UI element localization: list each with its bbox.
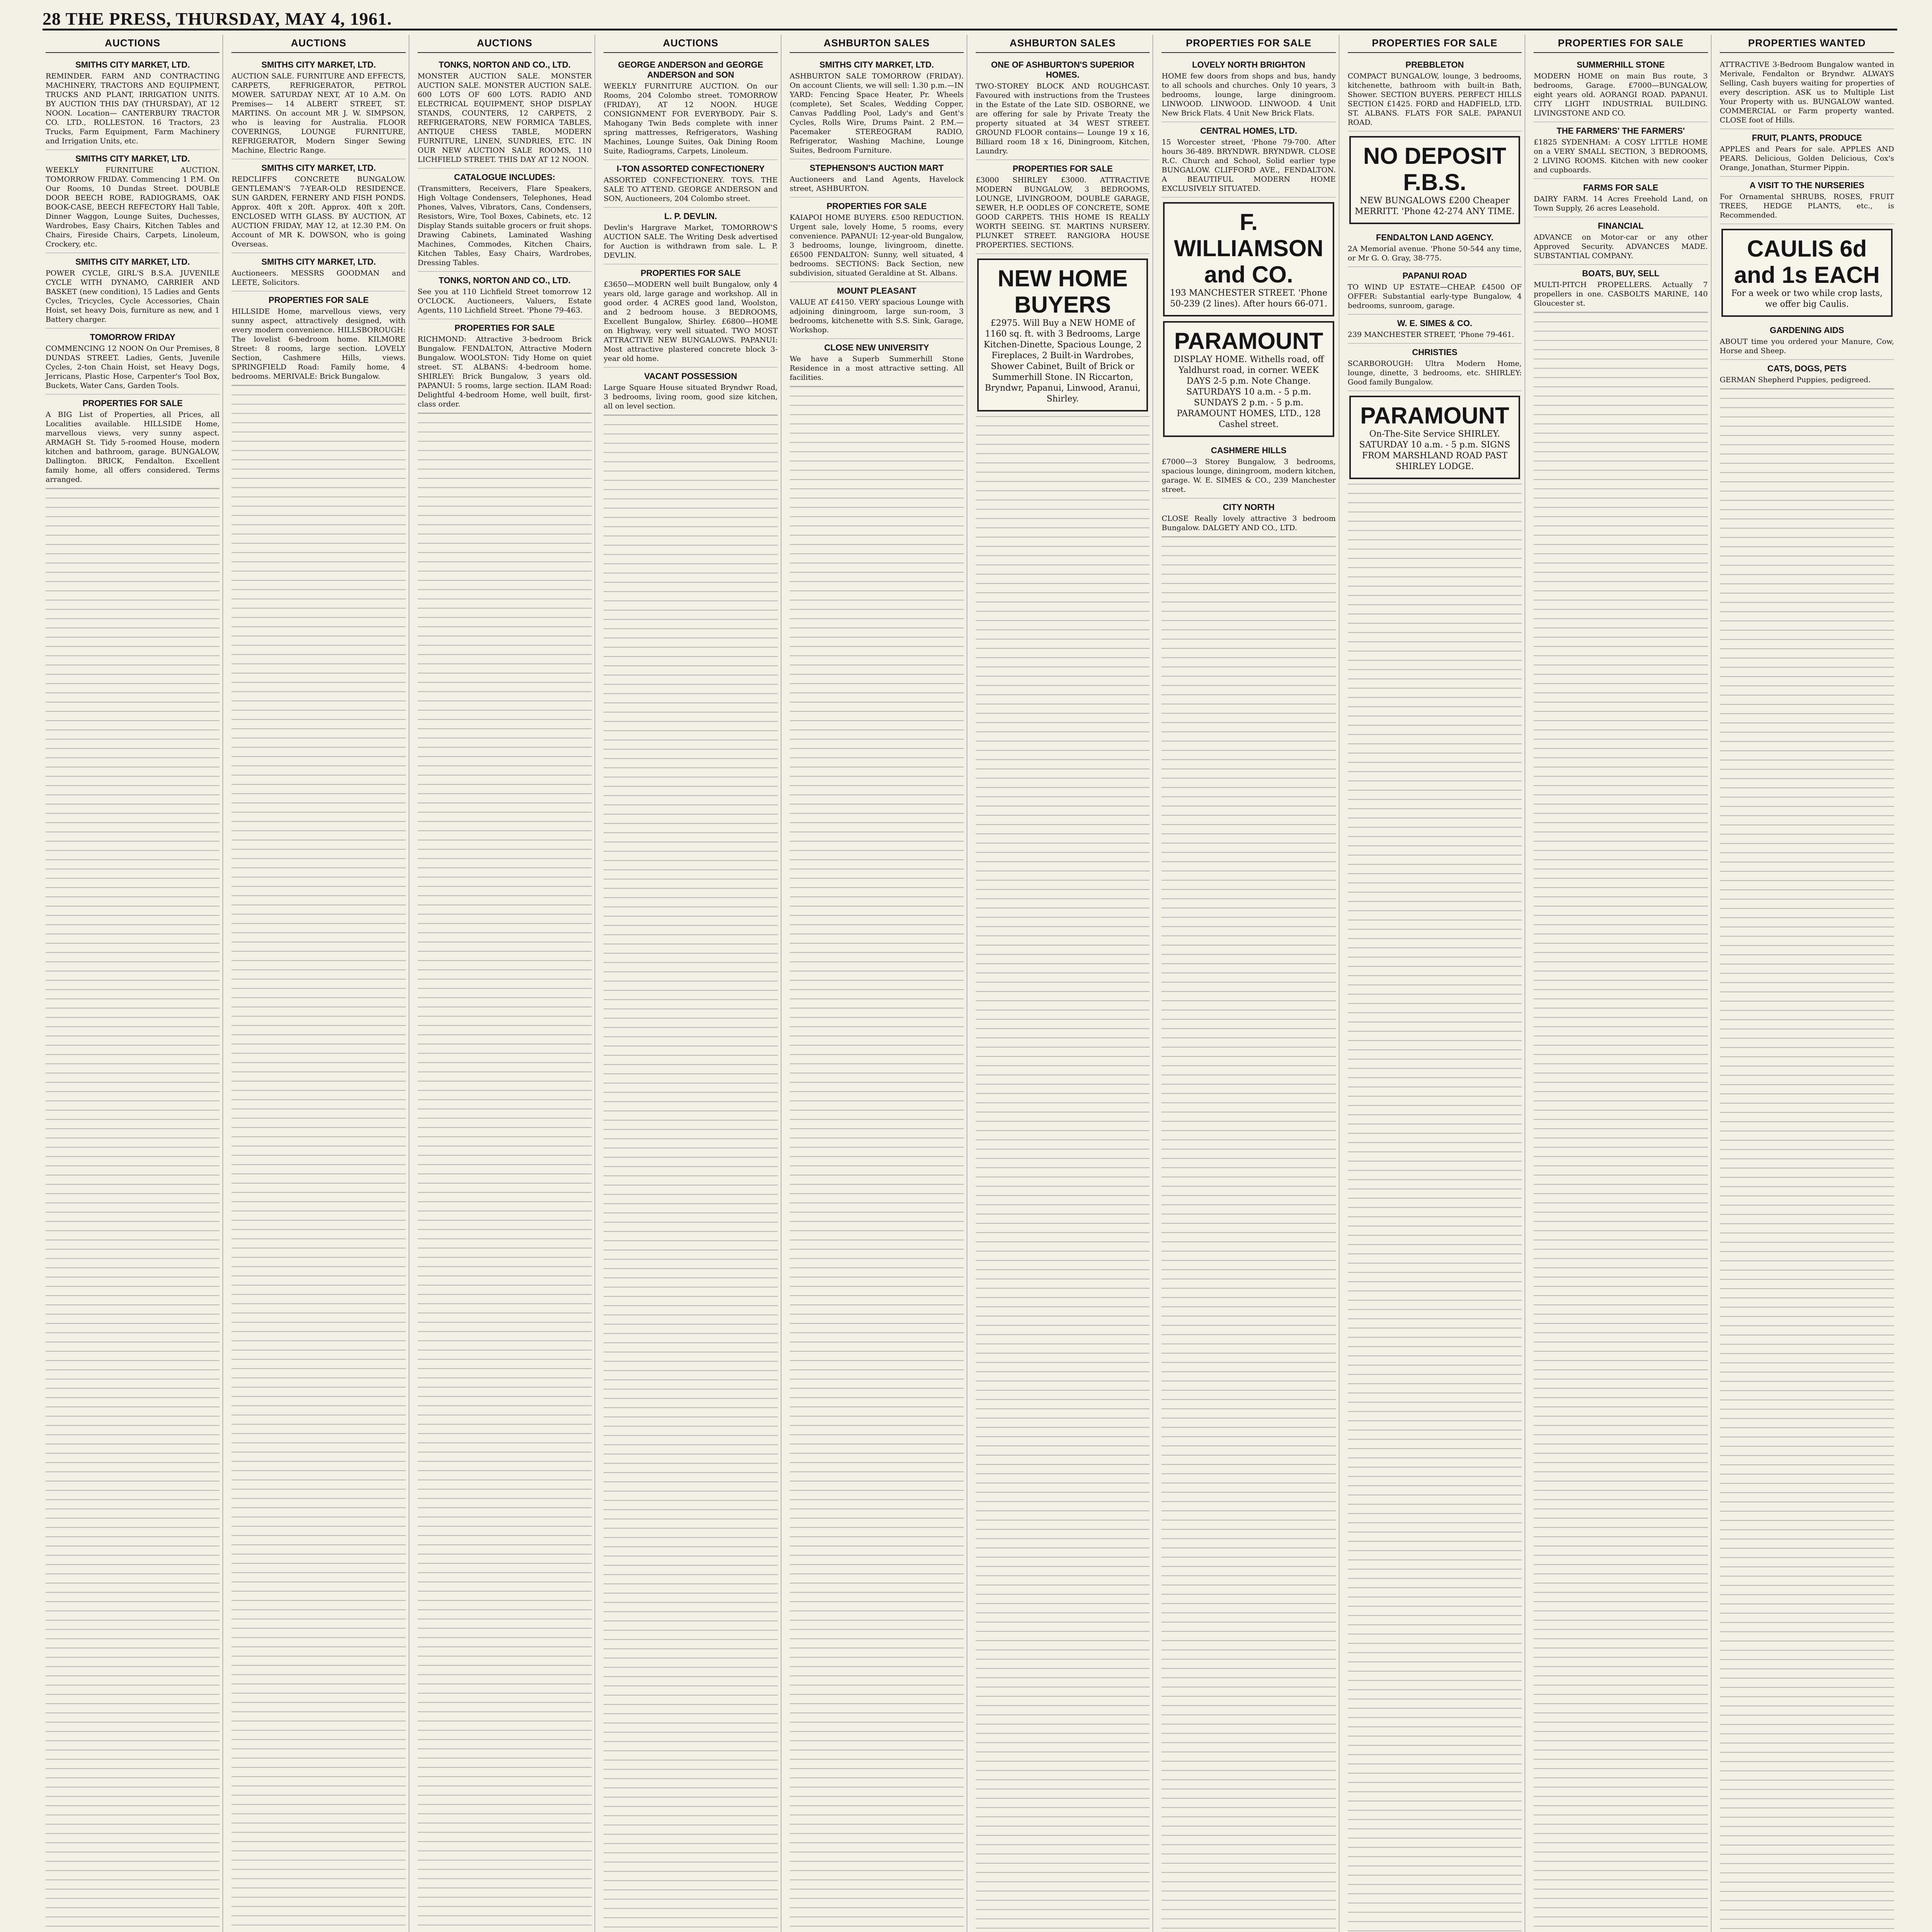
advertisement-body: For a week or two while crop lasts, we offer big Caulis. <box>1731 289 1883 309</box>
advertisement-body: NEW BUNGALOWS £200 Cheaper MERRITT. 'Phone 42-274 ANY TIME. <box>1355 196 1515 216</box>
advertisement-title: W. E. SIMES & CO. <box>1397 318 1473 328</box>
column-heading: ASHBURTON SALES <box>976 35 1150 53</box>
classified-advertisement <box>1720 360 1894 389</box>
classified-advertisement <box>231 291 405 385</box>
advertisement-title: PARAMOUNT <box>1360 403 1509 429</box>
advertisement-title: PROPERTIES FOR SALE <box>82 398 183 408</box>
advertisement-body: HILLSIDE Home, marvellous views, very sunny aspect, attractively designed, with every modern convenience. HILLSBOROUGH: The lovelist 6-bedroom home. KILMORE Street: 8 rooms, large section. LOVELY Section, Cashmere Hills, views. SPRINGFIELD Road: Family home, 4 bedrooms. MERIVALE: Brick Bungalow. <box>231 307 406 381</box>
advertisement-body: ASHBURTON SALE TOMORROW (FRIDAY). On account Clients, we will sell: 1.30 p.m.—IN YARD: Fencing Space Heater, Pr. Wheels (complete), Set Scales, Wedding Copper, Canvas Paddling Pool, Lady's and Gent's Cycles, Rolls Wire, Drums Paint. 2 P.M.—Pacemaker STEREOGRAM RADIO, Refrigerator, Washing Machine, Lounge Suites, Bedroom Furniture. <box>789 72 964 155</box>
column-2 <box>228 35 409 1932</box>
classified-advertisement <box>604 207 777 264</box>
advertisement-body: HOME few doors from shops and bus, handy to all schools and churches. Only 10 years, 3 bedrooms, lounge, large diningroom. LINWOOD. LINWOOD. LINWOOD. 4 Unit New Brick Flats. 4 Unit New Brick Flats. <box>1162 72 1336 117</box>
display-advertisement <box>1163 202 1334 316</box>
advertisement-body: COMMENCING 12 NOON On Our Premises, 8 DUNDAS STREET. Ladies, Gents, Juvenile Cycles, 2-ton Chain Hoist, set Heavy Dogs, Jerricans, Plastic Hose, Carpenter's Tool Box, Buckets, Water Cans, Garden Tools. <box>46 344 220 390</box>
advertisement-body: GERMAN Shepherd Puppies, pedigreed. <box>1719 376 1871 384</box>
advertisement-body: Large Square House situated Bryndwr Road, 3 bedrooms, living room, good size kitchen, all on level section. <box>604 383 778 410</box>
advertisement-body: 2A Memorial avenue. 'Phone 50-544 any time, or Mr G. O. Gray, 38-775. <box>1347 245 1522 262</box>
classified-advertisement <box>790 339 964 386</box>
newspaper-columns <box>43 35 1897 1932</box>
display-advertisement <box>977 259 1148 412</box>
classified-advertisement <box>1162 442 1335 498</box>
column-7 <box>1158 35 1339 1932</box>
advertisement-body: ADVANCE on Motor-car or any other Approved Security. ADVANCES MADE. SUBSTANTIAL COMPANY. <box>1534 233 1708 260</box>
column-heading: ASHBURTON SALES <box>790 35 964 53</box>
display-advertisement <box>1721 229 1893 317</box>
dense-classified-text <box>1348 484 1522 1932</box>
column-heading: PROPERTIES FOR SALE <box>1162 35 1335 53</box>
advertisement-title: CASHMERE HILLS <box>1211 446 1287 455</box>
advertisement-title: ONE OF ASHBURTON'S SUPERIOR HOMES. <box>991 60 1134 80</box>
classified-advertisement <box>1348 56 1522 131</box>
advertisement-body: MONSTER AUCTION SALE. MONSTER AUCTION SALE. MONSTER AUCTION SALE. 600 LOTS OF 600 LOTS. RADIO AND ELECTRICAL EQUIPMENT, SHOP DISPLAY STANDS, COUNTERS, 12 CARPETS, 2 REFRIGERATORS, NEW FORMICA TABLES, ANTIQUE CHESS TABLE, MODERN FURNITURE, LINEN, SUNDRIES, ETC. IN OUR NEW AUCTION SALE ROOMS, 110 LICHFIELD STREET. THIS DAY AT 12 NOON. <box>417 72 592 164</box>
display-advertisement <box>1349 136 1520 224</box>
advertisement-title: FRUIT, PLANTS, PRODUCE <box>1752 133 1862 143</box>
advertisement-title: FINANCIAL <box>1598 221 1644 231</box>
advertisement-title: F. WILLIAMSON and CO. <box>1174 209 1323 287</box>
column-8 <box>1345 35 1525 1932</box>
advertisement-body: (Transmitters, Receivers, Flare Speakers, High Voltage Condensers, Telephones, Head Phones, Valves, Vibrators, Cans, Condensers, Resistors, Wire, Tool Boxes, Cabinets, etc. 12 Display Stands suitable grocers or fruit shops. Drawing Cabinets, Laminated Washing Machines, Commodes, Kitchen Chairs, Kitchen Tables, Easy Chairs, Wardrobes, Dressing Tables. <box>417 184 592 267</box>
advertisement-title: FENDALTON LAND AGENCY. <box>1376 233 1493 242</box>
column-heading: AUCTIONS <box>604 35 777 53</box>
classified-advertisement <box>1720 321 1894 360</box>
column-heading: AUCTIONS <box>46 35 219 53</box>
column-heading: AUCTIONS <box>418 35 592 53</box>
advertisement-title: SMITHS CITY MARKET, LTD. <box>261 257 376 267</box>
column-heading: PROPERTIES FOR SALE <box>1348 35 1522 53</box>
dense-classified-text <box>1534 312 1708 1932</box>
dense-classified-text <box>1720 389 1894 1932</box>
dense-classified-text <box>976 416 1150 1932</box>
classified-advertisement <box>1348 229 1522 267</box>
column-10 <box>1717 35 1897 1932</box>
advertisement-body: REMINDER. FARM AND CONTRACTING MACHINERY, TRACTORS AND EQUIPMENT, TRUCKS AND PLANT, IRRIGATION UNITS. BY AUCTION THIS DAY (THURSDAY), AT 12 NOON. Location— CANTERBURY TRACTOR CO. LTD., ROLLESTON. 16 Tractors, 23 Trucks, Farm Equipment, Farm Machinery and Irrigation Units, etc. <box>46 72 220 145</box>
classified-advertisement <box>418 168 592 272</box>
advertisement-body: SCARBOROUGH: Ultra Modern Home, lounge, dinette, 3 bedrooms, etc. SHIRLEY: Good family Bungalow. <box>1347 359 1522 386</box>
masthead <box>43 7 1897 31</box>
column-6 <box>973 35 1153 1932</box>
page-folio: 28 THE PRESS, THURSDAY, MAY 4, 1961. <box>43 9 392 29</box>
advertisement-title: CAULIS 6d and 1s EACH <box>1734 236 1880 288</box>
classified-advertisement <box>1162 56 1335 122</box>
advertisement-body: On-The-Site Service SHIRLEY. SATURDAY 10 a.m. - 5 p.m. SIGNS FROM MARSHLAND ROAD PAST SHIRLEY LODGE. <box>1359 429 1510 471</box>
advertisement-body: Auctioneers and Land Agents, Havelock street, ASHBURTON. <box>789 175 964 193</box>
advertisement-title: PROPERTIES FOR SALE <box>454 323 555 333</box>
classified-advertisement <box>604 264 777 367</box>
advertisement-title: SMITHS CITY MARKET, LTD. <box>75 60 190 70</box>
column-5 <box>787 35 967 1932</box>
display-advertisement <box>1163 321 1334 437</box>
advertisement-body: £7000—3 Storey Bungalow, 3 bedrooms, spacious lounge, diningroom, modern kitchen, garage. W. E. SIMES & CO., 239 Manchester street. <box>1162 457 1336 494</box>
advertisement-title: SMITHS CITY MARKET, LTD. <box>75 154 190 163</box>
advertisement-body: A BIG List of Properties, all Prices, all Localities available. HILLSIDE Home, marvellous views, very sunny aspect. ARMAGH St. Tidy 5-roomed House, modern kitchen and bathroom, garage. BUNGALOW, Dallington. BRICK, Fendalton. Excellent family home, all offers considered. Terms arranged. <box>46 410 220 484</box>
column-heading: PROPERTIES WANTED <box>1720 35 1894 53</box>
advertisement-title: SUMMERHILL STONE <box>1577 60 1665 70</box>
classified-advertisement <box>1720 177 1894 224</box>
advertisement-body: 15 Worcester street, 'Phone 79-700. After hours 36-489. BRYNDWR. BRYNDWR. CLOSE R.C. Church and School, Solid earlier type BUNGALOW. CLIFFORD AVE., FENDALTON. A BEAUTIFUL MODERN HOME EXCLUSIVELY SITUATED. <box>1162 138 1336 193</box>
advertisement-title: SMITHS CITY MARKET, LTD. <box>261 163 376 173</box>
dense-classified-text <box>790 386 964 1932</box>
classified-advertisement <box>1348 315 1522 344</box>
advertisement-title: SMITHS CITY MARKET, LTD. <box>75 257 190 267</box>
advertisement-title: LOVELY NORTH BRIGHTON <box>1192 60 1306 70</box>
advertisement-title: CHRISTIES <box>1412 347 1458 357</box>
classified-advertisement <box>1534 56 1708 122</box>
advertisement-title: THE FARMERS' THE FARMERS' <box>1556 126 1685 136</box>
dense-classified-text <box>418 413 592 1932</box>
advertisement-title: PAPANUI ROAD <box>1402 271 1467 281</box>
classified-advertisement <box>46 328 219 395</box>
classified-advertisement <box>1348 267 1522 315</box>
advertisement-body: KAIAPOI HOME BUYERS. £500 REDUCTION. Urgent sale, lovely Home, 5 rooms, every convenience. PAPANUI: 12-year-old Bungalow, 3 bedrooms, lounge, livingroom, dinette. £6500 FENDALTON: Sunny, well situated, 4 bedrooms. SECTIONS: Back Section, new subdivision, situated Geraldine at St. Albans. <box>789 213 964 277</box>
advertisement-title: CATS, DOGS, PETS <box>1767 364 1847 373</box>
column-heading: AUCTIONS <box>231 35 405 53</box>
advertisement-body: ATTRACTIVE 3-Bedroom Bungalow wanted in Merivale, Fendalton or Bryndwr. ALWAYS Selling, Cash buyers waiting for properties of every description. ASK us to Multiple List Your Property with us. BUNGALOW wanted. COMMERCIAL or Farm property wanted. CLOSE foot of Hills. <box>1719 60 1894 124</box>
classified-advertisement <box>231 253 405 291</box>
column-3 <box>415 35 595 1932</box>
advertisement-body: 193 MANCHESTER STREET. 'Phone 50-239 (2 lines). After hours 66-071. <box>1170 288 1328 309</box>
classified-advertisement <box>418 319 592 413</box>
column-9 <box>1531 35 1711 1932</box>
advertisement-body: WEEKLY FURNITURE AUCTION. On our Rooms, 204 Colombo street. TOMORROW (FRIDAY), AT 12 NOON. HUGE CONSIGNMENT FOR EVERYBODY. Pair S. Mahogany Twin Beds complete with inner spring mattresses, Refrigerators, Washing Machines, Lounge Suites, Oak Dining Room Suite, Radiograms, Carpets, Linoleum. <box>604 82 778 155</box>
classified-advertisement <box>604 367 777 415</box>
advertisement-body: £2975. Will Buy a NEW HOME of 1160 sq. ft. with 3 Bedrooms, Large Kitchen-Dinette, Spacious Lounge, 2 Fireplaces, 2 Built-in Wardrobes, Shower Cabinet, Built of Brick or Summerhill Stone. IN Riccarton, Bryndwr, Papanui, Linwood, Aranui, Shirley. <box>983 318 1142 404</box>
advertisement-title: NO DEPOSIT F.B.S. <box>1363 143 1507 195</box>
advertisement-body: Devlin's Hargrave Market, TOMORROW'S AUCTION SALE. The Writing Desk advertised for Auction is withdrawn from sale. L. P. DEVLIN. <box>604 223 778 260</box>
classified-advertisement <box>46 56 219 150</box>
advertisement-body: Auctioneers. MESSRS GOODMAN and LEETE, Solicitors. <box>231 269 406 287</box>
advertisement-body: ABOUT time you ordered your Manure, Cow, Horse and Sheep. <box>1719 337 1894 355</box>
advertisement-body: MULTI-PITCH PROPELLERS. Actually 7 propellers in one. CASBOLTS MARINE, 140 Gloucester st. <box>1534 281 1708 308</box>
column-1 <box>43 35 223 1932</box>
advertisement-body: RICHMOND: Attractive 3-bedroom Brick Bungalow. FENDALTON, Attractive Modern Bungalow. WOOLSTON: Tidy Home on quiet street. ST. ALBANS: 4-bedroom home. SHIRLEY: Brick Bungalow, 3 years old. PAPANUI: 5 rooms, large section. ILAM Road: Delightful 4-bedroom Home, well built, first-class order. <box>417 335 592 408</box>
advertisement-title: STEPHENSON'S AUCTION MART <box>810 163 944 173</box>
dense-classified-text <box>46 488 219 1932</box>
advertisement-body: CLOSE Really lovely attractive 3 bedroom Bungalow. DALGETY AND CO., LTD. <box>1162 514 1336 532</box>
advertisement-body: WEEKLY FURNITURE AUCTION. TOMORROW FRIDAY. Commencing 1 P.M. On Our Rooms, 10 Dundas Street. DOUBLE DOOR BEECH ROBE, RADIOGRAMS, OAK BOOK-CASE, BEECH REFECTORY Hall Table, Dinner Waggon, Lounge Suites, Duchesses, Wardrobes, Easy Chairs, Kitchen Tables and Chairs, Fireside Chairs, Carpets, Linoleum, Crockery, etc. <box>46 166 220 248</box>
classified-advertisement <box>604 160 777 207</box>
advertisement-body: REDCLIFFS CONCRETE BUNGALOW. GENTLEMAN'S 7-YEAR-OLD RESIDENCE. SUN GARDEN, FERNERY AND FISH PONDS. Approx. 40ft x 20ft. Approx. 40ft x 20ft. ENCLOSED WITH GLASS. BY AUCTION, AT AUCTION FRIDAY, MAY 12, at 12.30 P.M. On Account of MR K. DOWSON, who is going Overseas. <box>231 175 406 248</box>
classified-advertisement <box>1162 122 1335 197</box>
classified-advertisement <box>46 395 219 488</box>
advertisement-title: CENTRAL HOMES, LTD. <box>1200 126 1298 136</box>
classified-advertisement <box>1534 179 1708 217</box>
advertisement-body: £1825 SYDENHAM: A COSY LITTLE HOME on a VERY SMALL SECTION, 3 BEDROOMS, 2 LIVING ROOMS. Kitchen with new cooker and cupboards. <box>1534 138 1708 174</box>
advertisement-title: PROPERTIES FOR SALE <box>269 295 369 305</box>
classified-advertisement <box>1534 122 1708 179</box>
classified-advertisement <box>46 253 219 328</box>
classified-advertisement <box>976 160 1150 254</box>
advertisement-body: 239 MANCHESTER STREET, 'Phone 79-461. <box>1347 330 1514 339</box>
advertisement-title: PROPERTIES FOR SALE <box>827 201 927 211</box>
dense-classified-text <box>1162 537 1335 1932</box>
advertisement-title: PROPERTIES FOR SALE <box>1012 164 1113 173</box>
advertisement-title: VACANT POSSESSION <box>644 371 737 381</box>
advertisement-body: £3000 SHIRLEY £3000. ATTRACTIVE MODERN BUNGALOW, 3 BEDROOMS, LOUNGE, LIVINGROOM, DOUBLE GARAGE, SEWER, H.P. OODLES OF CONCRETE, SOME GOOD CARPETS. THIS HOME IS REALLY WORTH SEEING. ST. MARTINS NURSERY. PLUNKET STREET. RANGIORA HOUSE PROPERTIES. SECTIONS. <box>975 176 1150 249</box>
classified-advertisement <box>790 197 964 282</box>
advertisement-title: PROPERTIES FOR SALE <box>640 268 741 278</box>
advertisement-body: TO WIND UP ESTATE—CHEAP. £4500 OF OFFER: Substantial early-type Bungalow, 4 bedrooms, sunroom, garage. <box>1347 283 1522 310</box>
advertisement-body: We have a Superb Summerhill Stone Residence in a most attractive setting. All facilities. <box>789 355 964 382</box>
advertisement-body: COMPACT BUNGALOW, lounge, 3 bedrooms, kitchenette, bathroom with built-in Bath, Shower. SECTION BUYERS. PERFECT HILLS SECTION £1425. FORD and HADFIELD, LTD. ST. ALBANS. FLATS FOR SALE. PAPANUI ROAD. <box>1347 72 1522 127</box>
dense-classified-text <box>604 415 777 1932</box>
advertisement-body: DISPLAY HOME. Withells road, off Yaldhurst road, in corner. WEEK DAYS 2-5 p.m. Note Change. SATURDAYS 10 a.m. - 5 p.m. SUNDAYS 2 p.m. - 5 p.m. PARAMOUNT HOMES, LTD., 128 Cashel street. <box>1173 355 1324 429</box>
classified-advertisement <box>231 56 405 159</box>
classified-advertisement <box>790 56 964 159</box>
advertisement-title: I-TON ASSORTED CONFECTIONERY <box>616 164 765 173</box>
advertisement-title: FARMS FOR SALE <box>1583 183 1658 192</box>
display-advertisement <box>1349 396 1520 479</box>
classified-advertisement <box>1534 217 1708 265</box>
classified-advertisement <box>1720 129 1894 177</box>
advertisement-title: MOUNT PLEASANT <box>837 286 917 296</box>
column-4 <box>600 35 781 1932</box>
classified-advertisement <box>46 150 219 253</box>
advertisement-title: GEORGE ANDERSON and GEORGE ANDERSON and SON <box>618 60 764 80</box>
advertisement-body: POWER CYCLE, GIRL'S B.S.A. JUVENILE CYCLE WITH DYNAMO, CARRIER AND BASKET (new condition), 15 Ladies and Gents Cycles, Tricycles, Cycle Accessories, Chain Hoist, set heavy Dois, furniture as new, and 1 Battery charger. <box>46 269 220 324</box>
classified-advertisement <box>1348 344 1522 391</box>
advertisement-title: BOATS, BUY, SELL <box>1582 269 1660 278</box>
advertisement-title: SMITHS CITY MARKET, LTD. <box>819 60 934 70</box>
classified-advertisement <box>418 272 592 319</box>
advertisement-title: TOMORROW FRIDAY <box>90 332 175 342</box>
advertisement-title: NEW HOME BUYERS <box>997 265 1128 318</box>
classified-advertisement <box>418 56 592 168</box>
advertisement-title: CATALOGUE INCLUDES: <box>454 172 555 182</box>
advertisement-title: PREBBLETON <box>1405 60 1464 70</box>
classified-advertisement <box>1162 498 1335 537</box>
advertisement-title: TONKS, NORTON AND CO., LTD. <box>439 60 571 70</box>
advertisement-title: L. P. DEVLIN. <box>664 211 717 221</box>
advertisement-title: SMITHS CITY MARKET, LTD. <box>261 60 376 70</box>
classified-advertisement <box>231 159 405 253</box>
advertisement-title: PARAMOUNT <box>1174 328 1323 354</box>
advertisement-body: APPLES and Pears for sale. APPLES AND PEARS. Delicious, Golden Delicious, Cox's Orange, Jonathan, Sturmer Pippin. <box>1719 145 1894 172</box>
advertisement-title: A VISIT TO THE NURSERIES <box>1749 180 1864 190</box>
advertisement-body: ASSORTED CONFECTIONERY. TOYS. THE SALE TO ATTEND. GEORGE ANDERSON and SON, Auctioneers, 204 Colombo street. <box>604 176 778 203</box>
classified-advertisement <box>976 56 1150 160</box>
classified-advertisement <box>790 282 964 339</box>
dense-classified-text <box>231 385 405 1932</box>
column-heading: PROPERTIES FOR SALE <box>1534 35 1708 53</box>
advertisement-body: AUCTION SALE. FURNITURE AND EFFECTS, CARPETS, REFRIGERATOR, PETROL MOWER. SATURDAY NEXT, AT 10 A.M. On Premises— 14 ALBERT STREET, ST. MARTINS. On account MR J. W. SIMPSON, who is leaving for Australia. FLOOR COVERINGS, LOUNGE FURNITURE, REFRIGERATOR, Modern Singer Sewing Machine, Electric Range. <box>231 72 406 155</box>
classified-advertisement <box>1534 265 1708 312</box>
classified-advertisement <box>1720 56 1894 129</box>
advertisement-body: MODERN HOME on main Bus route, 3 bedrooms, Garage. £7000—BUNGALOW, eight years old. AORANGI ROAD. PAPANUI. CITY LIGHT INDUSTRIAL BUILDING. LIVINGSTONE AND CO. <box>1534 72 1708 117</box>
advertisement-title: TONKS, NORTON AND CO., LTD. <box>439 276 571 285</box>
classified-advertisement <box>604 56 777 160</box>
advertisement-body: VALUE AT £4150. VERY spacious Lounge with adjoining diningroom, large sun-room, 3 bedrooms, kitchenette with S.S. Sink, Garage, Workshop. <box>789 298 964 334</box>
advertisement-title: CLOSE NEW UNIVERSITY <box>824 343 929 352</box>
advertisement-body: For Ornamental SHRUBS, ROSES, FRUIT TREES, HEDGE PLANTS, etc., is Recommended. <box>1719 192 1894 219</box>
advertisement-title: CITY NORTH <box>1223 502 1275 512</box>
advertisement-title: GARDENING AIDS <box>1770 325 1844 335</box>
advertisement-body: TWO-STOREY BLOCK AND ROUGHCAST. Favoured with instructions from the Trustees in the Estate of the Late SID. OSBORNE, we are offering for sale by Private Treaty the property situated at 34 WEST STREET. GROUND FLOOR contains— Lounge 19 x 16, Billiard room 18 x 16, Diningroom, Kitchen, Laundry. <box>975 82 1150 155</box>
advertisement-body: £3650—MODERN well built Bungalow, only 4 years old, large garage and workshop. All in good order. 4 ACRES good land, Woolston, and 2 bedroom house. 3 BEDROOMS, Excellent Bungalow, Shirley. £6800—HOME on Highway, very well situated. TWO MOST ATTRACTIVE NEW BUNGALOWS. PAPANUI: Most attractive plastered concrete block 3-year old home. <box>604 280 778 363</box>
advertisement-body: See you at 110 Lichfield Street tomorrow 12 O'CLOCK. Auctioneers, Valuers, Estate Agents, 110 Lichfield Street. 'Phone 79-463. <box>417 287 592 315</box>
classified-advertisement <box>790 159 964 197</box>
advertisement-body: DAIRY FARM. 14 Acres Freehold Land, on Town Supply, 26 acres Leasehold. <box>1534 195 1708 213</box>
